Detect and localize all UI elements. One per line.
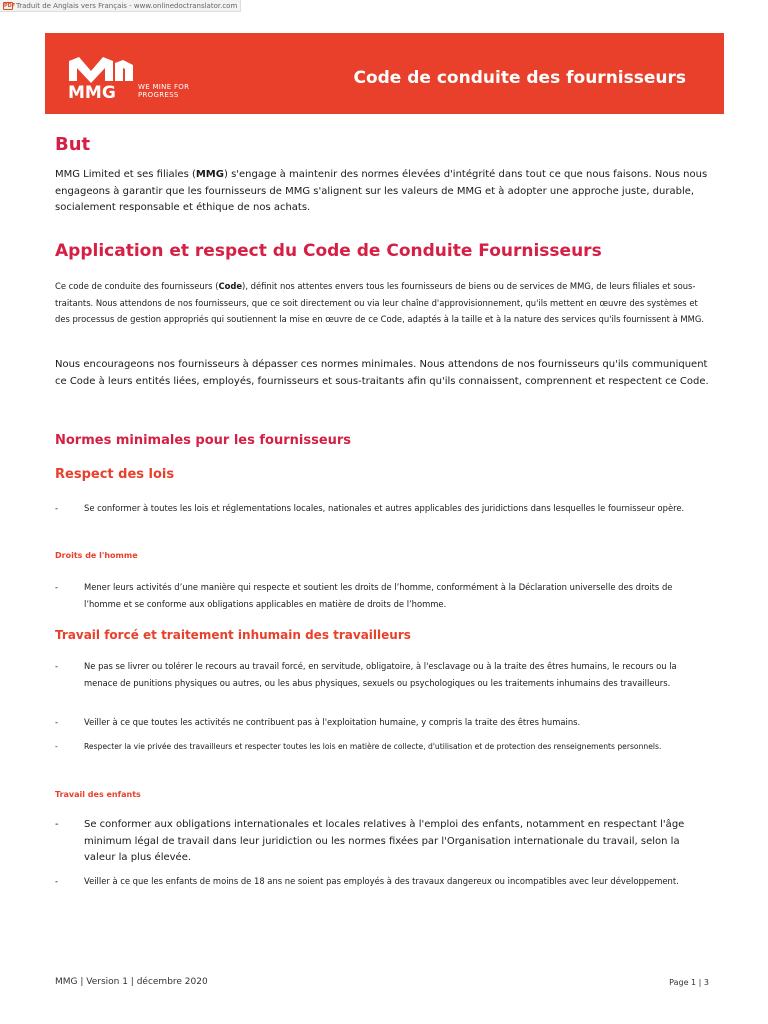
svg-text:MMG: MMG [68,83,116,101]
heading-travail-enfants: Travail des enfants [55,790,141,799]
mmg-logo-icon [67,51,137,101]
translator-banner[interactable] [0,0,241,12]
tagline: WE MINE FOR PROGRESS [138,83,190,99]
list-item: - Veiller à ce que les enfants de moins de 18 ans ne soient pas employés à des travaux dangereux ou incompatibles avec leur développement. [55,876,679,886]
heading-travail-force: Travail forcé et traitement inhumain des travailleurs [55,628,411,642]
footer-page-number: Page 1 | 3 [669,978,709,987]
list-item: - Se conformer à toutes les lois et réglementations locales, nationales et autres applicables des juridictions dans lesquelles le fournisseur opère. [55,503,685,513]
list-item: - Ne pas se livrer ou tolérer le recours au travail forcé, en servitude, obligatoire, à l'esclavage ou à la traite des êtres humains, le recours ou la menace de punitions physiques ou autres, ou les abus physiques, sexuels ou psychologiques ou les traitements inhumains des travailleurs. [55,661,677,688]
paragraph-but: MMG Limited et ses filiales (MMG) s'engage à maintenir des normes élevées d'intégrité dans tout ce que nous faisons. Nous nous engageons à garantir que les fournisseurs de MMG s'alignent sur les valeurs de MMG et à adopter une approche juste, durable, socialement responsable et éthique de nos achats. [55,169,708,213]
paragraph-application-2: Nous encourageons nos fournisseurs à dépasser ces normes minimales. Nous attendons de nos fournisseurs qu'ils communiquent ce Code à leurs entités liées, employés, fournisseurs et sous-traitants afin qu'ils connaissent, comprennent et respectent ce Code. [55,359,709,387]
list-item: - Respecter la vie privée des travailleurs et respecter toutes les lois en matière de collecte, d'utilisation et de protection des renseignements personnels. [55,742,662,751]
heading-normes: Normes minimales pour les fournisseurs [55,433,352,448]
footer-version: MMG | Version 1 | décembre 2020 [55,977,208,987]
heading-respect-lois: Respect des lois [55,467,175,482]
heading-application: Application et respect du Code de Conduite Fournisseurs [55,241,602,261]
document-header [45,33,724,114]
heading-but: But [55,134,91,155]
list-item: - Se conformer aux obligations internationales et locales relatives à l'emploi des enfants, notamment en respectant l'âge minimum légal de travail dans leur juridiction ou les normes fixées par l'Organisation internationale du travail, selon la valeur la plus élevée. [55,819,685,863]
list-item: - Mener leurs activités d’une manière qui respecte et soutient les droits de l’homme, conformément à la Déclaration universelle des droits de l’homme et se conforme aux obligations applicables en matière de droits de l’homme. [55,582,673,609]
pdf-icon: PDF [4,2,16,9]
heading-droits-homme: Droits de l'homme [55,551,138,560]
list-item: - Veiller à ce que toutes les activités ne contribuent pas à l'exploitation humaine, y compris la traite des êtres humains. [55,717,581,727]
translator-link[interactable]: Traduit de Anglais vers Français - www.onlinedoctranslator.com [16,1,238,10]
paragraph-application-1: Ce code de conduite des fournisseurs (Code), définit nos attentes envers tous les fournisseurs de biens ou de services de MMG, de leurs filiales et sous-traitants. Nous attendons de nos fournisseurs, que ce soit directement ou via leur chaîne d'approvisionnement, qu'ils mettent en œuvre des systèmes et des processus de gestion appropriés qui soutiennent la mise en œuvre de ce Code, adaptés à la taille et à la nature des services qu'ils fournissent à MMG. [55,281,704,324]
document-title: Code de conduite des fournisseurs [353,68,686,88]
